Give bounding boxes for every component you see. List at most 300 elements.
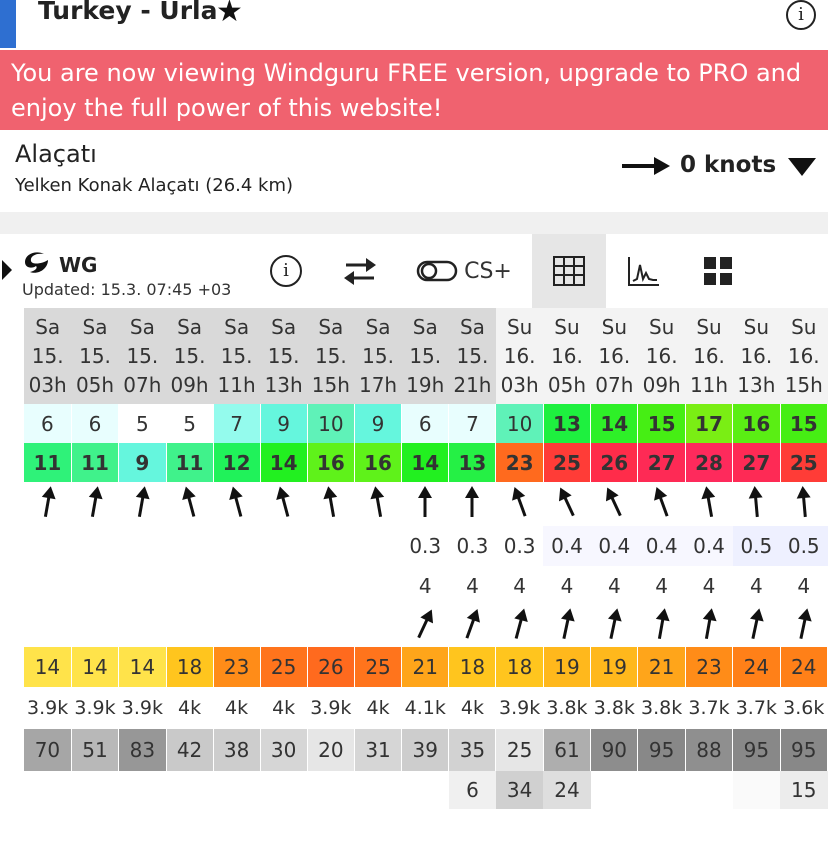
wind-direction-arrow-icon — [415, 486, 435, 518]
wave-direction-arrow-icon — [791, 606, 817, 641]
date-label: 16. — [551, 343, 583, 368]
time-header-cell — [260, 308, 307, 404]
wave-direction-cell — [449, 606, 496, 647]
precipitation-cell — [449, 771, 496, 809]
precipitation-cell — [638, 771, 685, 809]
rain-value: 34 — [506, 778, 533, 802]
cloud-base-cell — [496, 687, 543, 729]
wind-speed-cell — [638, 404, 685, 443]
wind-value: 9 — [277, 411, 291, 436]
rain-value: 24 — [554, 778, 580, 802]
temp-value: 21 — [412, 655, 438, 679]
wave-height-cell — [591, 526, 638, 566]
hour-label: 13h — [737, 372, 776, 397]
wind-speed-cell — [307, 404, 354, 443]
cloud-value: 38 — [223, 738, 250, 762]
cloud-cover-cell — [166, 729, 213, 771]
wind-speed-cell — [543, 404, 590, 443]
date-label: 16. — [740, 343, 773, 368]
wind-gust-cell — [733, 443, 780, 482]
gust-value: 28 — [695, 450, 723, 475]
temperature-cell — [449, 647, 496, 687]
temperature-cell — [733, 647, 780, 687]
cloud-base-cell — [591, 687, 638, 729]
date-label: 15. — [31, 343, 64, 368]
hour-label: 05h — [547, 372, 587, 397]
wind-speed-cell — [260, 404, 307, 443]
temperature-cell — [496, 647, 543, 687]
info-circle-icon: i — [270, 255, 302, 287]
wave-height-cell — [402, 526, 449, 566]
temp-value: 23 — [696, 655, 722, 679]
cloud_base-value: 3.8k — [641, 697, 683, 719]
wave-direction-arrow-icon — [506, 606, 534, 642]
time-header-cell — [733, 308, 780, 404]
gust-value: 16 — [364, 450, 392, 475]
cloud-value: 95 — [743, 738, 770, 762]
cloud_base-value: 3.9k — [74, 697, 116, 719]
day-label: Su — [696, 314, 722, 339]
wind-gust-cell — [213, 443, 260, 482]
cloud-cover-cell — [685, 729, 732, 771]
cloud-base-cell — [733, 687, 780, 729]
date-label: 16. — [787, 343, 820, 368]
hour-label: 11h — [217, 372, 256, 397]
date-label: 15. — [79, 343, 111, 368]
wind-speed-row — [24, 404, 828, 443]
page-title: Turkey - Urla — [38, 0, 218, 25]
grid-table-icon — [552, 255, 586, 287]
precipitation-cell — [402, 771, 449, 809]
cloud-value: 30 — [270, 738, 297, 762]
day-label: Sa — [129, 314, 155, 339]
hour-label: 09h — [642, 372, 681, 397]
wave-value: 0.4 — [693, 534, 725, 558]
wave-period-cell — [780, 566, 827, 606]
temp-value: 24 — [791, 655, 817, 679]
compact-view-button[interactable] — [694, 234, 742, 308]
wave-direction-cell — [543, 606, 590, 647]
period-value: 4 — [513, 574, 526, 598]
wave-height-cell — [780, 526, 827, 566]
wind-speed-cell — [449, 404, 496, 443]
hour-label: 11h — [689, 372, 729, 397]
updated-timestamp: Updated: 15.3. 07:45 +03 — [22, 280, 232, 299]
wind-speed-cell — [685, 404, 732, 443]
swap-arrows-icon — [342, 255, 378, 287]
wind-units-label: 0 knots — [680, 152, 777, 178]
wave-height-cell — [119, 526, 166, 566]
wave-height-cell — [260, 526, 307, 566]
day-label: Sa — [82, 314, 108, 339]
day-label: Su — [791, 314, 817, 339]
wave-direction-arrow-icon — [409, 606, 441, 643]
four-squares-icon — [703, 256, 733, 286]
cloud-base-cell — [449, 687, 496, 729]
cloud-value: 70 — [34, 738, 61, 762]
model-name-label: WG — [58, 253, 98, 277]
wind-units-display[interactable] — [622, 152, 776, 178]
wind-direction-cell — [591, 482, 638, 526]
model-name[interactable] — [22, 250, 97, 277]
temp-value: 21 — [648, 655, 675, 679]
wave-direction-arrow-icon — [554, 606, 580, 641]
temperature-cell — [402, 647, 449, 687]
period-value: 4 — [466, 574, 479, 598]
day-label: Sa — [412, 314, 438, 339]
table-view-button[interactable] — [532, 234, 606, 308]
wave-height-cell — [685, 526, 732, 566]
period-value: 4 — [607, 574, 621, 598]
temp-value: 26 — [318, 655, 344, 679]
gust-value: 25 — [553, 450, 581, 475]
cloud-value: 83 — [129, 738, 156, 762]
cloud-base-cell — [402, 687, 449, 729]
cloud-value: 20 — [318, 738, 344, 762]
cloud-value: 51 — [82, 738, 108, 762]
wind-gust-cell — [496, 443, 543, 482]
hour-label: 07h — [595, 372, 634, 397]
wave-period-cell — [685, 566, 732, 606]
cloud-cover-cell — [402, 729, 449, 771]
wave-direction-cell — [119, 606, 166, 647]
time-header-row — [24, 308, 828, 404]
wind-speed-cell — [733, 404, 780, 443]
wave-direction-cell — [733, 606, 780, 647]
temp-value: 18 — [459, 655, 486, 679]
wave-direction-cell — [685, 606, 732, 647]
favorite-star-icon[interactable]: ★ — [216, 0, 243, 29]
wave-direction-arrow-icon — [458, 606, 488, 642]
wind-direction-cell — [355, 482, 402, 526]
temp-value: 14 — [129, 655, 156, 679]
hour-label: 07h — [123, 372, 162, 397]
wind-direction-arrow-icon — [82, 484, 107, 519]
cloud_base-value: 3.9k — [27, 697, 69, 719]
wave-height-cell — [449, 526, 496, 566]
temp-value: 19 — [554, 655, 580, 679]
wave-direction-row — [24, 606, 828, 647]
wind-direction-cell — [638, 482, 685, 526]
wind-direction-arrow-icon — [130, 484, 155, 519]
date-label: 16. — [645, 343, 678, 368]
cloud-cover-cell — [733, 729, 780, 771]
wind-speed-cell — [591, 404, 638, 443]
wind-gust-cell — [780, 443, 827, 482]
wind-direction-arrow-icon — [647, 483, 677, 520]
graph-view-button[interactable] — [618, 234, 670, 308]
date-label: 16. — [693, 343, 725, 368]
wave-direction-cell — [355, 606, 402, 647]
cloud-value: 90 — [601, 738, 628, 762]
wind-value: 15 — [789, 411, 818, 436]
wind-speed-cell — [780, 404, 827, 443]
wind-direction-arrow-icon — [35, 484, 60, 519]
precipitation-cell — [780, 771, 827, 809]
cloud-base-cell — [780, 687, 827, 729]
gust-value: 26 — [600, 450, 629, 475]
wind-gust-cell — [119, 443, 166, 482]
cloud-cover-cell — [119, 729, 166, 771]
wind-direction-cell — [166, 482, 213, 526]
rain-value: 15 — [791, 778, 817, 802]
wave-height-cell — [166, 526, 213, 566]
upgrade-promo-banner[interactable]: You are now viewing Windguru FREE version, upgrade to PRO and enjoy the full power of this website! — [0, 50, 828, 130]
cloud-base-cell — [213, 687, 260, 729]
cloud-base-row — [24, 687, 828, 729]
wave-direction-arrow-icon — [743, 606, 769, 641]
wind-gust-cell — [24, 443, 71, 482]
wave-period-cell — [449, 566, 496, 606]
wave-period-cell — [638, 566, 685, 606]
gust-value: 25 — [789, 450, 818, 475]
wave-direction-arrow-icon — [601, 606, 627, 641]
cloud_base-value: 4.1k — [404, 697, 446, 719]
temperature-cell — [119, 647, 166, 687]
time-header-cell — [213, 308, 260, 404]
temperature-cell — [260, 647, 307, 687]
precipitation-cell — [166, 771, 213, 809]
wind-speed-cell — [24, 404, 71, 443]
wave-direction-cell — [71, 606, 118, 647]
units-dropdown-caret-icon[interactable] — [788, 158, 816, 176]
date-label: 15. — [409, 343, 442, 368]
gust-value: 14 — [411, 450, 440, 475]
wind-speed-cell — [119, 404, 166, 443]
gust-value: 23 — [505, 450, 534, 475]
wind-direction-cell — [496, 482, 543, 526]
wind-value: 5 — [183, 411, 196, 436]
wind-value: 5 — [135, 411, 149, 436]
temp-value: 25 — [270, 655, 297, 679]
wave-value: 0.4 — [551, 534, 583, 558]
wind-direction-arrow-icon — [551, 483, 583, 520]
wave-direction-cell — [213, 606, 260, 647]
precipitation-cell — [213, 771, 260, 809]
forecast-table — [24, 308, 828, 809]
time-header-cell — [638, 308, 685, 404]
temp-value: 14 — [82, 655, 108, 679]
gust-value: 9 — [135, 450, 150, 475]
time-header-cell — [780, 308, 827, 404]
cloud-cover-cell — [543, 729, 590, 771]
spot-selector — [0, 130, 828, 213]
cloud_base-value: 3.7k — [735, 697, 777, 719]
cloud-cover-cell — [449, 729, 496, 771]
cloud-value: 42 — [176, 738, 203, 762]
wave-value: 0.3 — [503, 534, 536, 558]
station-name[interactable]: Yelken Konak Alaçatı (26.4 km) — [15, 175, 294, 196]
temp-value: 18 — [176, 655, 203, 679]
temperature-cell — [685, 647, 732, 687]
cloud_base-value: 3.6k — [783, 697, 825, 719]
wind-value: 17 — [695, 411, 723, 436]
day-label: Su — [743, 314, 770, 339]
cloud_base-value: 3.9k — [499, 697, 541, 719]
period-value: 4 — [655, 574, 669, 598]
wind-direction-arrow-icon — [792, 485, 815, 519]
wind-direction-arrow-icon — [696, 484, 721, 519]
wind-direction-cell — [449, 482, 496, 526]
wave-direction-cell — [638, 606, 685, 647]
cloud-value: 31 — [365, 738, 391, 762]
wind-speed-cell — [355, 404, 402, 443]
wind-value: 7 — [466, 411, 479, 436]
wind-gust-cell — [402, 443, 449, 482]
rain-value: 6 — [466, 778, 479, 802]
wind-value: 6 — [418, 411, 432, 436]
wind-direction-cell — [402, 482, 449, 526]
wind-direction-cell — [307, 482, 354, 526]
hour-label: 15h — [784, 372, 823, 397]
temp-value: 25 — [365, 655, 391, 679]
gust-value: 16 — [316, 450, 345, 475]
wave-period-cell — [591, 566, 638, 606]
wind-gust-cell — [591, 443, 638, 482]
wind-speed-cell — [71, 404, 118, 443]
wind-direction-cell — [213, 482, 260, 526]
wind-speed-cell — [166, 404, 213, 443]
temperature-row — [24, 647, 828, 687]
wave-value: 0.3 — [409, 534, 442, 558]
time-header-cell — [496, 308, 543, 404]
cloud_base-value: 3.8k — [546, 697, 588, 719]
cloud-cover-cell — [213, 729, 260, 771]
cloud-cover-cell — [260, 729, 307, 771]
temperature-cell — [355, 647, 402, 687]
wave-period-row — [24, 566, 828, 606]
wave-height-cell — [638, 526, 685, 566]
wave-direction-cell — [780, 606, 827, 647]
arrow-right-icon — [622, 156, 670, 176]
wind-value: 6 — [88, 411, 102, 436]
cloud-cover-cell — [780, 729, 827, 771]
wind-gust-cell — [166, 443, 213, 482]
section-divider — [0, 212, 828, 234]
wind-value: 10 — [318, 411, 344, 436]
model-info-button[interactable] — [262, 234, 310, 308]
wind-value: 10 — [506, 411, 533, 436]
hour-label: 03h — [500, 372, 539, 397]
time-header-cell — [402, 308, 449, 404]
date-label: 15. — [267, 343, 300, 368]
wave-period-cell — [543, 566, 590, 606]
hour-label: 21h — [453, 372, 492, 397]
cloud_base-value: 3.7k — [688, 697, 730, 719]
wave-period-cell — [307, 566, 354, 606]
cloud_base-value: 4k — [366, 697, 390, 719]
time-header-cell — [355, 308, 402, 404]
day-label: Sa — [318, 314, 344, 339]
cloud_base-value: 3.9k — [121, 697, 163, 719]
day-label: Sa — [177, 314, 203, 339]
wave-direction-cell — [260, 606, 307, 647]
precipitation-cell — [119, 771, 166, 809]
wind-direction-row — [24, 482, 828, 526]
wave-height-cell — [71, 526, 118, 566]
wind-value: 7 — [230, 411, 243, 436]
cs-plus-toggle[interactable] — [414, 234, 514, 308]
info-icon[interactable]: i — [786, 0, 816, 30]
day-label: Su — [506, 314, 533, 339]
temperature-cell — [213, 647, 260, 687]
precipitation-cell — [260, 771, 307, 809]
wave-direction-cell — [307, 606, 354, 647]
wind-gust-cell — [638, 443, 685, 482]
hour-label: 17h — [358, 372, 398, 397]
cloud-value: 35 — [459, 738, 486, 762]
cloud-base-cell — [24, 687, 71, 729]
wind-speed-cell — [402, 404, 449, 443]
temperature-cell — [307, 647, 354, 687]
wave-height-cell — [24, 526, 71, 566]
gust-value: 11 — [33, 450, 62, 475]
date-label: 15. — [173, 343, 206, 368]
day-label: Sa — [35, 314, 61, 339]
cloud-base-cell — [543, 687, 590, 729]
day-label: Sa — [271, 314, 297, 339]
date-label: 15. — [126, 343, 159, 368]
wind-gust-cell — [307, 443, 354, 482]
date-label: 16. — [598, 343, 631, 368]
wind-gust-cell — [260, 443, 307, 482]
precipitation-row — [24, 771, 828, 809]
temperature-cell — [591, 647, 638, 687]
temperature-cell — [543, 647, 590, 687]
gust-value: 27 — [647, 450, 676, 475]
wave-height-row — [24, 526, 828, 566]
date-label: 16. — [503, 343, 536, 368]
precipitation-cell — [496, 771, 543, 809]
cloud_base-value: 4k — [225, 697, 249, 719]
wave-height-cell — [733, 526, 780, 566]
cloud-cover-cell — [355, 729, 402, 771]
day-label: Sa — [365, 314, 391, 339]
cloud_base-value: 4k — [272, 697, 296, 719]
wave-value: 0.5 — [787, 534, 820, 558]
toggle-icon — [416, 260, 458, 282]
windguru-logo-icon — [22, 250, 52, 276]
wind-direction-cell — [24, 482, 71, 526]
spot-name[interactable]: Alaçatı — [15, 140, 97, 168]
wind-value: 15 — [647, 411, 676, 436]
precipitation-cell — [71, 771, 118, 809]
time-header-cell — [166, 308, 213, 404]
cloud-value: 25 — [506, 738, 533, 762]
temperature-cell — [638, 647, 685, 687]
swap-button[interactable] — [336, 234, 384, 308]
time-header-cell — [24, 308, 71, 404]
wind-direction-arrow-icon — [270, 483, 298, 519]
wave-period-cell — [496, 566, 543, 606]
wave-period-cell — [71, 566, 118, 606]
cloud_base-value: 4k — [460, 697, 484, 719]
cloud-cover-cell — [496, 729, 543, 771]
menu-accent-tab[interactable] — [0, 0, 16, 48]
wind-direction-arrow-icon — [505, 483, 535, 520]
hour-label: 13h — [264, 372, 303, 397]
precipitation-cell — [24, 771, 71, 809]
wind-direction-cell — [685, 482, 732, 526]
time-header-cell — [449, 308, 496, 404]
cloud-cover-cell — [638, 729, 685, 771]
wind-speed-cell — [496, 404, 543, 443]
day-label: Su — [648, 314, 675, 339]
wind-value: 14 — [600, 411, 629, 436]
wave-period-cell — [260, 566, 307, 606]
wind-direction-cell — [780, 482, 827, 526]
expand-triangle-icon[interactable] — [2, 260, 12, 280]
